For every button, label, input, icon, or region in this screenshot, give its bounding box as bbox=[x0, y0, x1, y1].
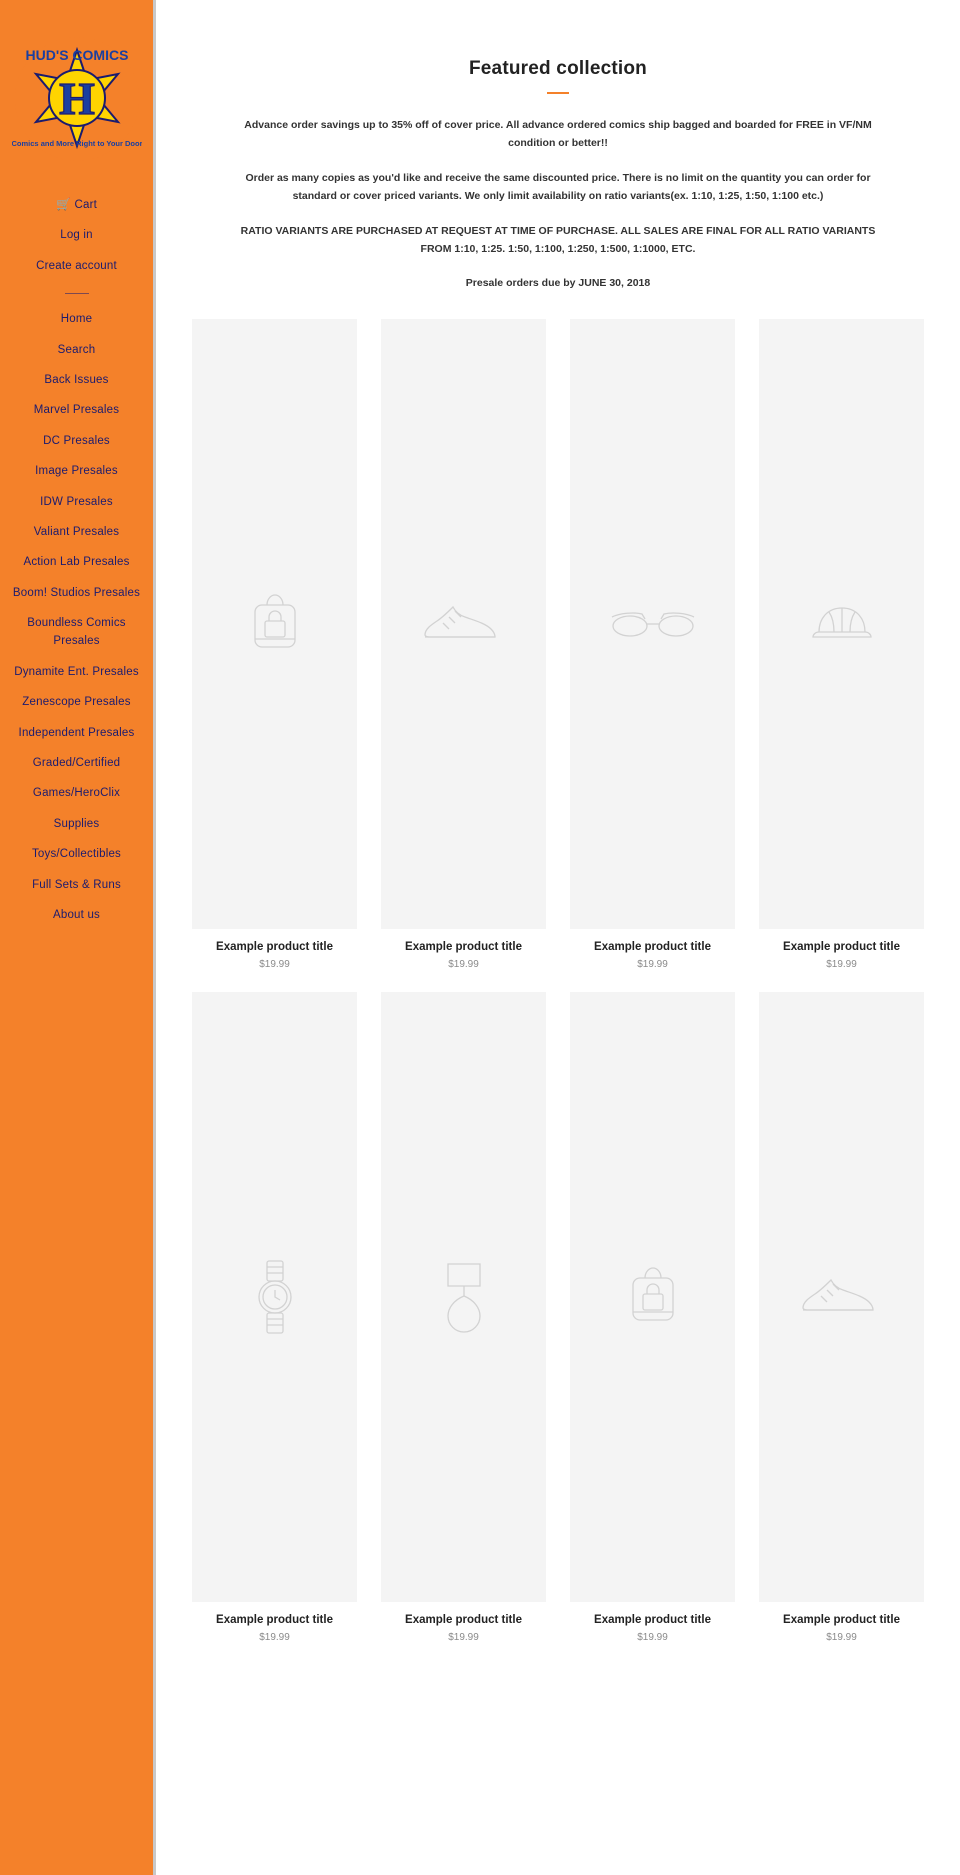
sidebar-item-image-presales[interactable] bbox=[0, 456, 153, 486]
product-title: Example product title bbox=[216, 940, 333, 953]
product-title: Example product title bbox=[216, 1613, 333, 1626]
cart-link[interactable] bbox=[0, 190, 153, 220]
glasses-icon bbox=[610, 607, 696, 641]
nav-link-boom-studios-presales[interactable]: Boom! Studios Presales bbox=[12, 586, 141, 599]
product-thumbnail[interactable] bbox=[759, 992, 924, 1602]
product-price: $19.99 bbox=[259, 958, 290, 970]
nav-link-graded-certified[interactable]: Graded/Certified bbox=[32, 757, 121, 770]
page-title: Featured collection bbox=[468, 58, 647, 79]
sidebar-nav bbox=[0, 190, 153, 930]
product-card[interactable] bbox=[381, 319, 546, 970]
nav-link-home[interactable]: Home bbox=[60, 313, 93, 326]
sidebar-item-toys-collectibles[interactable] bbox=[0, 839, 153, 869]
collection-description-2: Order as many copies as you'd like and receive the same discounted price. There is no limit on the quantity you can order for standard or cover priced variants. We only limit availability on ratio variants(ex. 1:10, 1:25, 1:50, 1:100 etc.) bbox=[245, 171, 871, 203]
product-card[interactable] bbox=[570, 992, 735, 1643]
product-title: Example product title bbox=[783, 940, 900, 953]
cap-icon bbox=[811, 602, 873, 646]
sidebar-item-valiant-presales[interactable] bbox=[0, 517, 153, 547]
shopping-cart-icon: 🛒 bbox=[55, 197, 72, 211]
nav-link-marvel-presales[interactable]: Marvel Presales bbox=[33, 404, 120, 417]
sidebar-item-marvel-presales[interactable] bbox=[0, 395, 153, 425]
product-price: $19.99 bbox=[826, 1631, 857, 1643]
nav-link-zenescope-presales[interactable]: Zenescope Presales bbox=[22, 696, 131, 709]
nav-link-games-heroclix[interactable]: Games/HeroClix bbox=[32, 787, 121, 800]
product-thumbnail[interactable] bbox=[570, 992, 735, 1602]
sidebar-item-search[interactable] bbox=[0, 335, 153, 365]
svg-text:Comics and More Right to Your: Comics and More Right to Your Door bbox=[11, 139, 142, 148]
lamp-icon bbox=[436, 1258, 492, 1336]
collection-description-1: Advance order savings up to 35% off of cover price. All advance ordered comics ship bagged and boarded for FREE in VF/NM condition or better!! bbox=[244, 119, 872, 150]
nav-link-valiant-presales[interactable]: Valiant Presales bbox=[33, 525, 120, 538]
nav-link-independent-presales[interactable]: Independent Presales bbox=[18, 726, 135, 739]
nav-link-full-sets-runs[interactable]: Full Sets & Runs bbox=[32, 878, 121, 891]
watch-icon bbox=[255, 1259, 295, 1335]
product-thumbnail[interactable] bbox=[381, 319, 546, 929]
collection-deadline: Presale orders due by JUNE 30, 2018 bbox=[465, 277, 651, 290]
collection-description-3: RATIO VARIANTS ARE PURCHASED AT REQUEST AT TIME OF PURCHASE. ALL SALES ARE FINAL FOR ALL RATIO VARIANTS FROM 1:10, 1:25. 1:50, 1:100, 1:250, 1:500, 1:1000, ETC. bbox=[240, 224, 876, 255]
nav-link-image-presales[interactable]: Image Presales bbox=[35, 465, 118, 478]
product-price: $19.99 bbox=[448, 958, 479, 970]
product-thumbnail[interactable] bbox=[381, 992, 546, 1602]
product-price: $19.99 bbox=[637, 958, 668, 970]
sidebar-item-dc-presales[interactable] bbox=[0, 426, 153, 456]
create-account-link[interactable]: Create account bbox=[36, 259, 117, 272]
log-in-link[interactable]: Log in bbox=[60, 229, 93, 242]
svg-text:H: H bbox=[58, 73, 95, 124]
nav-link-dynamite-ent-presales[interactable]: Dynamite Ent. Presales bbox=[14, 665, 139, 678]
sidebar-item-home[interactable] bbox=[0, 304, 153, 334]
product-thumbnail[interactable] bbox=[759, 319, 924, 929]
sneaker-icon bbox=[421, 601, 507, 647]
product-title: Example product title bbox=[594, 1613, 711, 1626]
sidebar-item-back-issues[interactable] bbox=[0, 365, 153, 395]
nav-link-boundless-comics-presales[interactable]: Boundless Comics Presales bbox=[27, 617, 126, 648]
product-card[interactable] bbox=[759, 319, 924, 970]
sidebar-item-create-account[interactable] bbox=[0, 251, 153, 281]
title-rule bbox=[547, 92, 569, 94]
nav-link-toys-collectibles[interactable]: Toys/Collectibles bbox=[31, 848, 122, 861]
product-card[interactable] bbox=[381, 992, 546, 1643]
product-price: $19.99 bbox=[448, 1631, 479, 1643]
product-title: Example product title bbox=[405, 940, 522, 953]
sidebar-item-games-heroclix[interactable] bbox=[0, 778, 153, 808]
main-content bbox=[156, 0, 960, 1875]
nav-link-idw-presales[interactable]: IDW Presales bbox=[40, 495, 113, 508]
product-title: Example product title bbox=[594, 940, 711, 953]
nav-link-dc-presales[interactable]: DC Presales bbox=[43, 434, 110, 447]
nav-link-action-lab-presales[interactable]: Action Lab Presales bbox=[23, 556, 130, 569]
product-thumbnail[interactable] bbox=[192, 319, 357, 929]
sidebar-item-dynamite-ent-presales[interactable] bbox=[0, 657, 153, 687]
product-title: Example product title bbox=[405, 1613, 522, 1626]
nav-divider bbox=[0, 293, 153, 294]
cart-label: Cart bbox=[74, 199, 98, 211]
sidebar bbox=[0, 0, 156, 1875]
product-thumbnail[interactable] bbox=[192, 992, 357, 1602]
sidebar-item-boom-studios-presales[interactable] bbox=[0, 578, 153, 608]
sidebar-item-boundless-comics-presales[interactable] bbox=[0, 608, 153, 657]
product-card[interactable] bbox=[192, 319, 357, 970]
sidebar-item-log-in[interactable] bbox=[0, 220, 153, 250]
product-price: $19.99 bbox=[259, 1631, 290, 1643]
sidebar-item-supplies[interactable] bbox=[0, 809, 153, 839]
nav-link-about-us[interactable]: About us bbox=[53, 908, 100, 921]
sidebar-item-independent-presales[interactable] bbox=[0, 718, 153, 748]
sidebar-item-full-sets-runs[interactable] bbox=[0, 870, 153, 900]
sidebar-item-zenescope-presales[interactable] bbox=[0, 687, 153, 717]
nav-link-supplies[interactable]: Supplies bbox=[53, 817, 100, 830]
sneaker-icon bbox=[799, 1274, 885, 1320]
backpack-icon bbox=[245, 589, 305, 659]
product-grid bbox=[192, 319, 924, 1643]
sidebar-item-cart[interactable] bbox=[0, 190, 153, 220]
product-price: $19.99 bbox=[637, 1631, 668, 1643]
sidebar-item-action-lab-presales[interactable] bbox=[0, 547, 153, 577]
site-logo[interactable] bbox=[12, 34, 142, 164]
product-card[interactable] bbox=[759, 992, 924, 1643]
product-price: $19.99 bbox=[826, 958, 857, 970]
svg-text:HUD'S COMICS: HUD'S COMICS bbox=[25, 47, 128, 63]
sidebar-item-graded-certified[interactable] bbox=[0, 748, 153, 778]
logo-graphic bbox=[12, 34, 142, 164]
sidebar-item-idw-presales[interactable] bbox=[0, 487, 153, 517]
nav-link-search[interactable]: Search bbox=[57, 343, 96, 356]
product-card[interactable] bbox=[192, 992, 357, 1643]
nav-link-back-issues[interactable]: Back Issues bbox=[44, 373, 109, 386]
product-thumbnail[interactable] bbox=[570, 319, 735, 929]
product-card[interactable] bbox=[570, 319, 735, 970]
sidebar-item-about-us[interactable] bbox=[0, 900, 153, 930]
backpack-icon bbox=[623, 1262, 683, 1332]
product-title: Example product title bbox=[783, 1613, 900, 1626]
